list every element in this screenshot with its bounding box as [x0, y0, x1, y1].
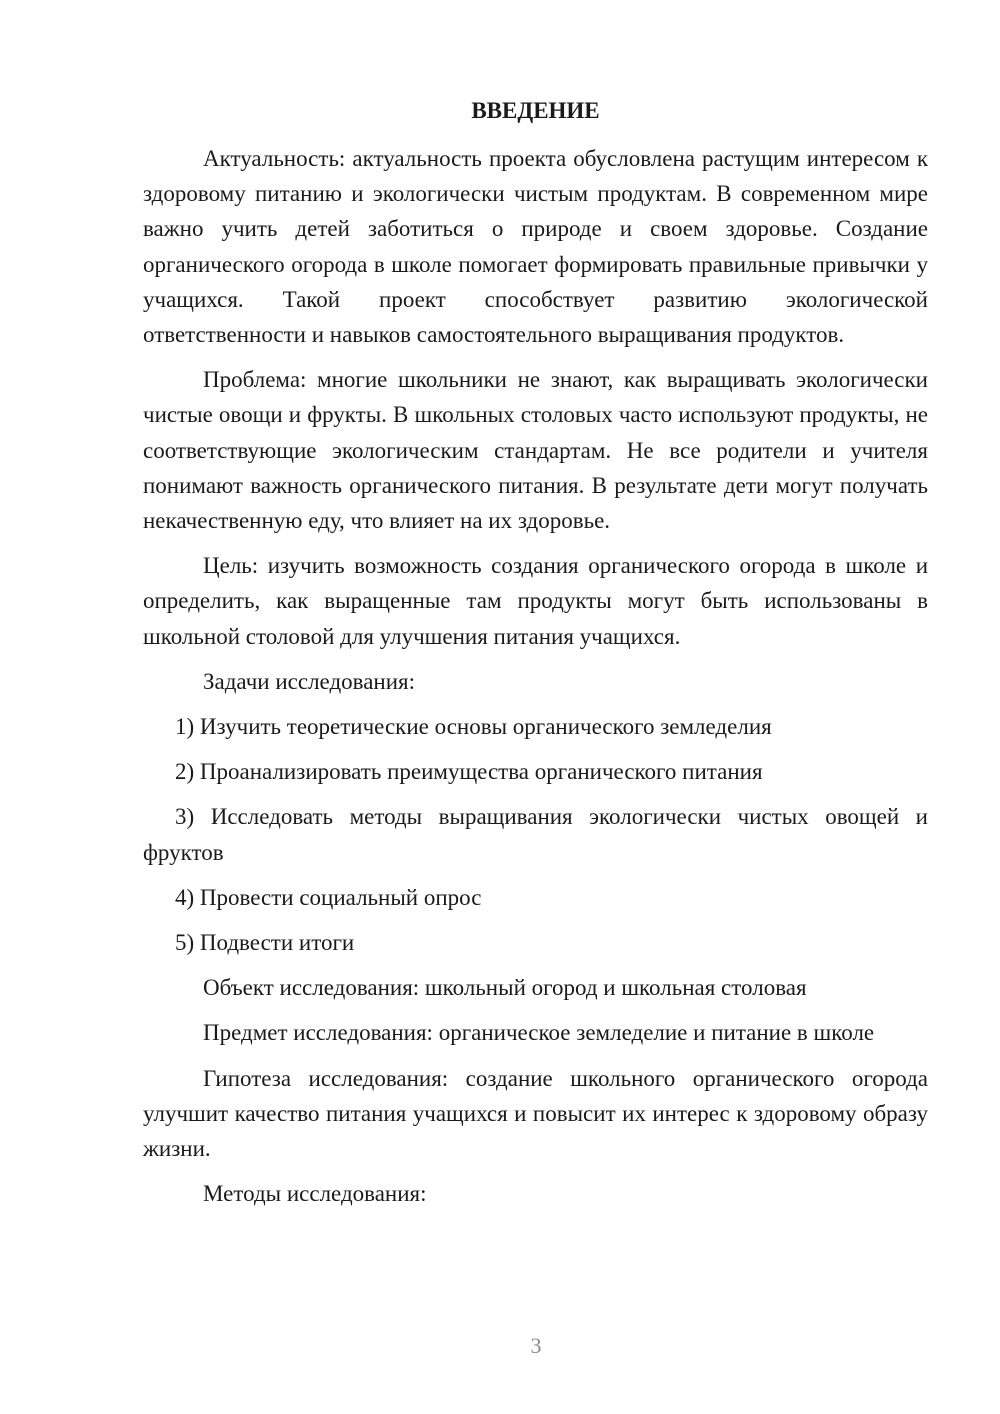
goal-paragraph: Цель: изучить возможность создания органического огорода в школе и определить, как выращенные там продукты могут быть использованы в школьной столовой для улучшения питания учащихся.	[143, 553, 928, 649]
task-item: 3) Исследовать методы выращивания экологически чистых овощей и фруктов	[143, 804, 928, 865]
task-item: 5) Подвести итоги	[175, 930, 355, 956]
task-item: 2) Проанализировать преимущества органического питания	[175, 759, 763, 785]
page-number: 3	[530, 1333, 542, 1358]
task-item: 1) Изучить теоретические основы органического земледелия	[175, 714, 772, 740]
section-heading: ВВЕДЕНИЕ	[471, 98, 600, 123]
methods-heading: Методы исследования:	[203, 1181, 427, 1207]
object-paragraph: Объект исследования: школьный огород и школьная столовая	[203, 975, 807, 1001]
task-item: 4) Провести социальный опрос	[175, 884, 482, 910]
subject-paragraph: Предмет исследования: органическое земледелие и питание в школе	[203, 1020, 875, 1046]
document-body	[143, 141, 928, 1221]
hypothesis-paragraph: Гипотеза исследования: создание школьного органического огорода улучшит качество питания учащихся и повысит их интерес к здоровому образу жизни.	[143, 1065, 928, 1162]
relevance-paragraph: Актуальность: актуальность проекта обусловлена растущим интересом к здоровому питанию и экологически чистым продуктам. В современном мире важно учить детей заботиться о природе и своем здоровье. Создание органического огорода в школе помогает формировать правильные привычки у учащихся. Такой проект способствует развитию экологической ответственности и навыков самостоятельного выращивания продуктов.	[143, 146, 928, 348]
tasks-heading: Задачи исследования:	[203, 668, 416, 694]
problem-paragraph: Проблема: многие школьники не знают, как выращивать экологически чистые овощи и фрукты. В школьных столовых часто используют продукты, не соответствующие экологическим стандартам. Не все родители и учителя понимают важность органического питания. В результате дети могут получать некачественную еду, что влияет на их здоровье.	[143, 367, 928, 534]
